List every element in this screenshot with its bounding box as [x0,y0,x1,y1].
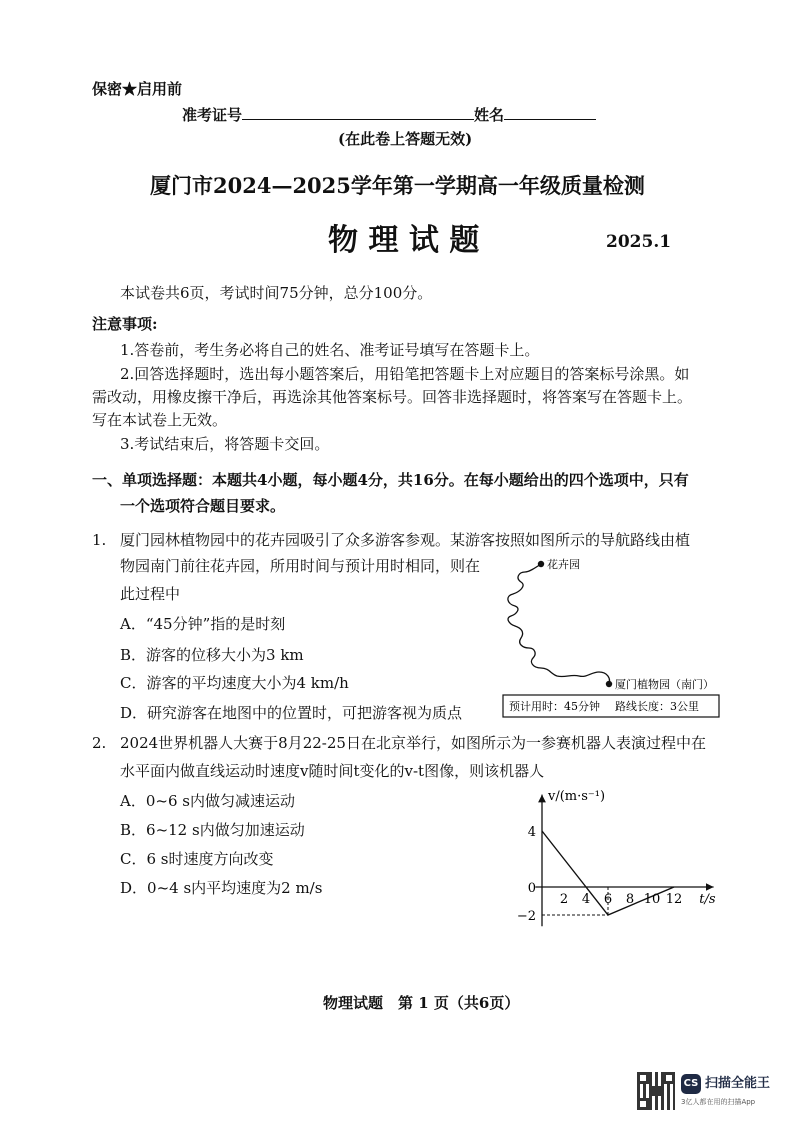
exam-id-blank[interactable] [242,104,474,120]
q2-stem-line-1: 2024世界机器人大赛于8月22-25日在北京举行，如图所示为一参赛机器人表演过程中在 [120,734,706,752]
x-tick-6: 6 [603,892,613,907]
x-tick-8: 8 [625,892,635,907]
notice-item-2-line-1: 2.回答选择题时，选出每小题答案后，用铅笔把答题卡上对应题目的答案标号涂黑。如 [120,365,690,383]
q1-route-map [495,552,725,720]
x-tick-10: 10 [643,892,661,907]
q1-stem-line-1: 厦门园林植物园中的花卉园吸引了众多游客参观。某游客按照如图所示的导航路线由植 [120,531,691,549]
estimated-time-label: 预计用时：45分钟 [509,700,600,713]
exam-id-label: 准考证号 [182,106,243,124]
section-1-heading-cont: 一个选项符合题目要求。 [120,497,286,515]
name-blank[interactable] [504,104,596,120]
q1-option-b[interactable]: B．游客的位移大小为3 km [120,646,304,664]
answer-invalid-note: (在此卷上答题无效) [338,130,473,148]
q2-number: 2. [92,734,107,752]
exam-id-row [182,104,596,125]
notice-item-2-line-2: 需改动，用橡皮擦干净后，再选涂其他答案标号。回答非选择题时，将答案写在答题卡上。 [92,388,693,406]
x-tick-2: 2 [559,892,569,907]
page-title: 物 理 试 题 [328,223,480,258]
exam-intro: 本试卷共6页，考试时间75分钟，总分100分。 [120,284,433,302]
q1-option-c[interactable]: C．游客的平均速度大小为4 km/h [120,674,349,692]
q1-option-d[interactable]: D．研究游客在地图中的位置时，可把游客视为质点 [120,704,463,722]
exam-date: 2025.1 [606,232,672,252]
section-1-heading: 一、单项选择题：本题共4小题，每小题4分，共16分。在每小题给出的四个选项中，只有 [92,471,689,489]
route-length-label: 路线长度：3公里 [615,700,699,713]
route-path [508,564,610,684]
scanner-tagline: 3亿人都在用的扫描App [681,1098,756,1106]
graph-guides [542,887,608,915]
notice-item-3: 3.考试结束后，将答题卡交回。 [120,435,330,453]
q2-option-d[interactable]: D．0~4 s内平均速度为2 m/s [120,879,323,897]
notice-item-1: 1.答卷前，考生务必将自己的姓名、准考证号填写在答题卡上。 [120,341,540,359]
y-tick--2: −2 [516,909,536,924]
q2-vt-graph [516,782,730,932]
q2-option-b[interactable]: B．6~12 s内做匀加速运动 [120,821,305,839]
x-tick-12: 12 [665,892,683,907]
q2-option-c[interactable]: C．6 s时速度方向改变 [120,850,274,868]
x-axis-label: t/s [699,892,716,907]
q1-stem-line-3: 此过程中 [120,585,181,603]
q1-option-a[interactable]: A．“45分钟”指的是时刻 [120,615,286,633]
q1-number: 1. [92,531,107,549]
q2-stem-line-2: 水平面内做直线运动时速度v随时间t变化的v-t图像，则该机器人 [120,762,545,780]
y-tick-4: 4 [527,825,536,840]
scanner-logo-icon: CS [681,1074,701,1094]
name-label: 姓名 [474,106,505,124]
start-label: 厦门植物园（南门） [615,678,714,691]
notice-heading: 注意事项: [92,315,158,333]
x-tick-4: 4 [581,892,591,907]
start-dot [606,681,612,687]
destination-dot [538,561,544,567]
q2-option-a[interactable]: A．0~6 s内做匀减速运动 [120,792,295,810]
page-footer: 物理试题 第 1 页（共6页） [323,994,520,1012]
qr-code-icon [637,1072,675,1110]
y-tick-0: 0 [527,881,536,896]
exam-subtitle: 厦门市2024—2025学年第一学期高一年级质量检测 [150,173,645,198]
scanner-brand: 扫描全能王 [705,1076,771,1091]
q1-stem-line-2: 物园南门前往花卉园，所用时间与预计用时相同，则在 [120,557,481,575]
confidential-label: 保密★启用前 [92,80,183,98]
notice-item-2-line-3: 写在本试卷上无效。 [92,411,228,429]
destination-label: 花卉园 [547,558,580,571]
y-axis-label: v/(m·s⁻¹) [548,789,606,805]
